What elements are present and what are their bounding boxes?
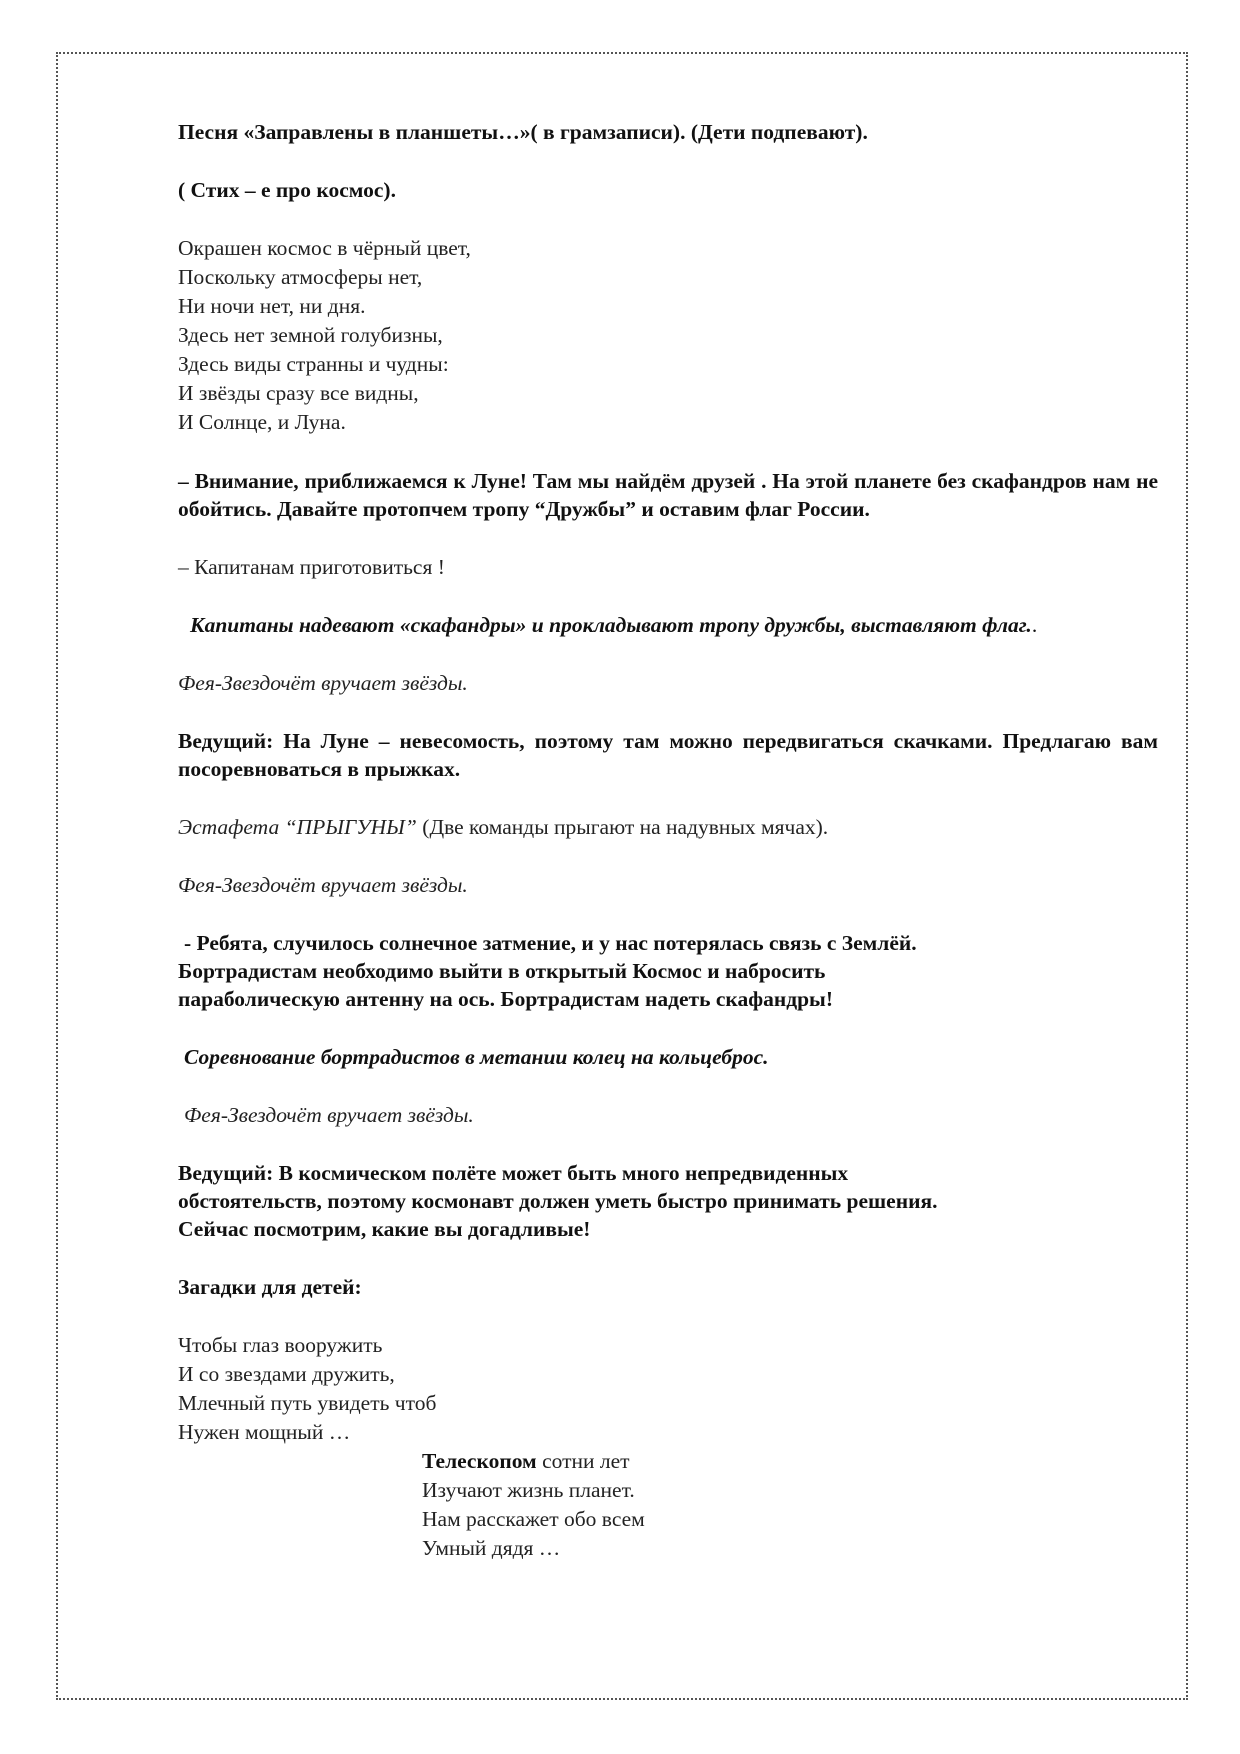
- riddles-heading: Загадки для детей:: [178, 1275, 362, 1299]
- riddle-line-rest: сотни лет: [536, 1449, 630, 1473]
- eclipse-line: Бортрадистам необходимо выйти в открытый Космос и набросить: [178, 959, 826, 983]
- riddle-line: Нам расскажет обо всем: [422, 1507, 645, 1531]
- moon-announcement: – Внимание, приближаемся к Луне! Там мы найдём друзей . На этой планете без скафандров нам не обойтись. Давайте протопчем тропу “Дружбы” и оставим флаг России.: [178, 469, 1158, 521]
- poem-line: И звёзды сразу все видны,: [178, 381, 419, 405]
- riddle-telescope: [178, 1331, 1158, 1447]
- captains-action-tail: .: [1031, 613, 1038, 637]
- riddle-line: Изучают жизнь планет.: [422, 1478, 635, 1502]
- captains-action-text: Капитаны надевают «скафандры» и прокладывают тропу дружбы, выставляют флаг.: [190, 613, 1032, 637]
- riddle-line: Нужен мощный …: [178, 1420, 351, 1444]
- host-weightlessness: Ведущий: На Луне – невесомость, поэтому там можно передвигаться скачками. Предлагаю вам посоревноваться в прыжках.: [178, 729, 1158, 781]
- relay-title: Эстафета “ПРЫГУНЫ”: [178, 815, 417, 839]
- riddle-line: [422, 1447, 1158, 1476]
- riddle-line: Млечный путь увидеть чтоб: [178, 1391, 437, 1415]
- eclipse-announcement: [178, 929, 1158, 1013]
- riddle-astronomer: [178, 1447, 1158, 1563]
- document-body: [178, 118, 1158, 1563]
- host-line: обстоятельств, поэтому космонавт должен уметь быстро принимать решения.: [178, 1189, 938, 1213]
- riddle-line: Чтобы глаз вооружить: [178, 1333, 383, 1357]
- riddle-line: И со звездами дружить,: [178, 1362, 395, 1386]
- captains-action: [178, 611, 1158, 639]
- fairy-awards-stars: Фея-Звездочёт вручает звёзды.: [178, 671, 468, 695]
- poem-heading: ( Стих – е про космос).: [178, 178, 396, 202]
- poem-line: И Солнце, и Луна.: [178, 410, 346, 434]
- fairy-awards-stars: Фея-Звездочёт вручает звёзды.: [184, 1103, 474, 1127]
- eclipse-line: - Ребята, случилось солнечное затмение, и у нас потерялась связь с Землёй.: [184, 931, 917, 955]
- poem-line: Здесь виды странны и чудны:: [178, 352, 449, 376]
- poem-line: Ни ночи нет, ни дня.: [178, 294, 366, 318]
- space-poem: [178, 234, 1158, 437]
- captains-ready: – Капитанам приготовиться !: [178, 555, 445, 579]
- eclipse-line: параболическую антенну на ось. Бортрадистам надеть скафандры!: [178, 987, 833, 1011]
- relay-description: (Две команды прыгают на надувных мячах).: [416, 815, 829, 839]
- riddle-line: Умный дядя …: [422, 1536, 561, 1560]
- poem-line: Поскольку атмосферы нет,: [178, 265, 423, 289]
- poem-line: Здесь нет земной голубизны,: [178, 323, 443, 347]
- host-line: Сейчас посмотрим, какие вы догадливые!: [178, 1217, 591, 1241]
- relay-jumpers: [178, 813, 1158, 841]
- song-heading: Песня «Заправлены в планшеты…»( в грамзаписи). (Дети подпевают).: [178, 120, 868, 144]
- poem-line: Окрашен космос в чёрный цвет,: [178, 236, 471, 260]
- fairy-awards-stars: Фея-Звездочёт вручает звёзды.: [178, 873, 468, 897]
- host-line: Ведущий: В космическом полёте может быть много непредвиденных: [178, 1161, 849, 1185]
- radio-operators-competition: Соревнование бортрадистов в метании колец на кольцеброс.: [184, 1045, 769, 1069]
- riddle-answer-word: Телескопом: [422, 1449, 537, 1473]
- host-quick-decisions: [178, 1159, 1158, 1243]
